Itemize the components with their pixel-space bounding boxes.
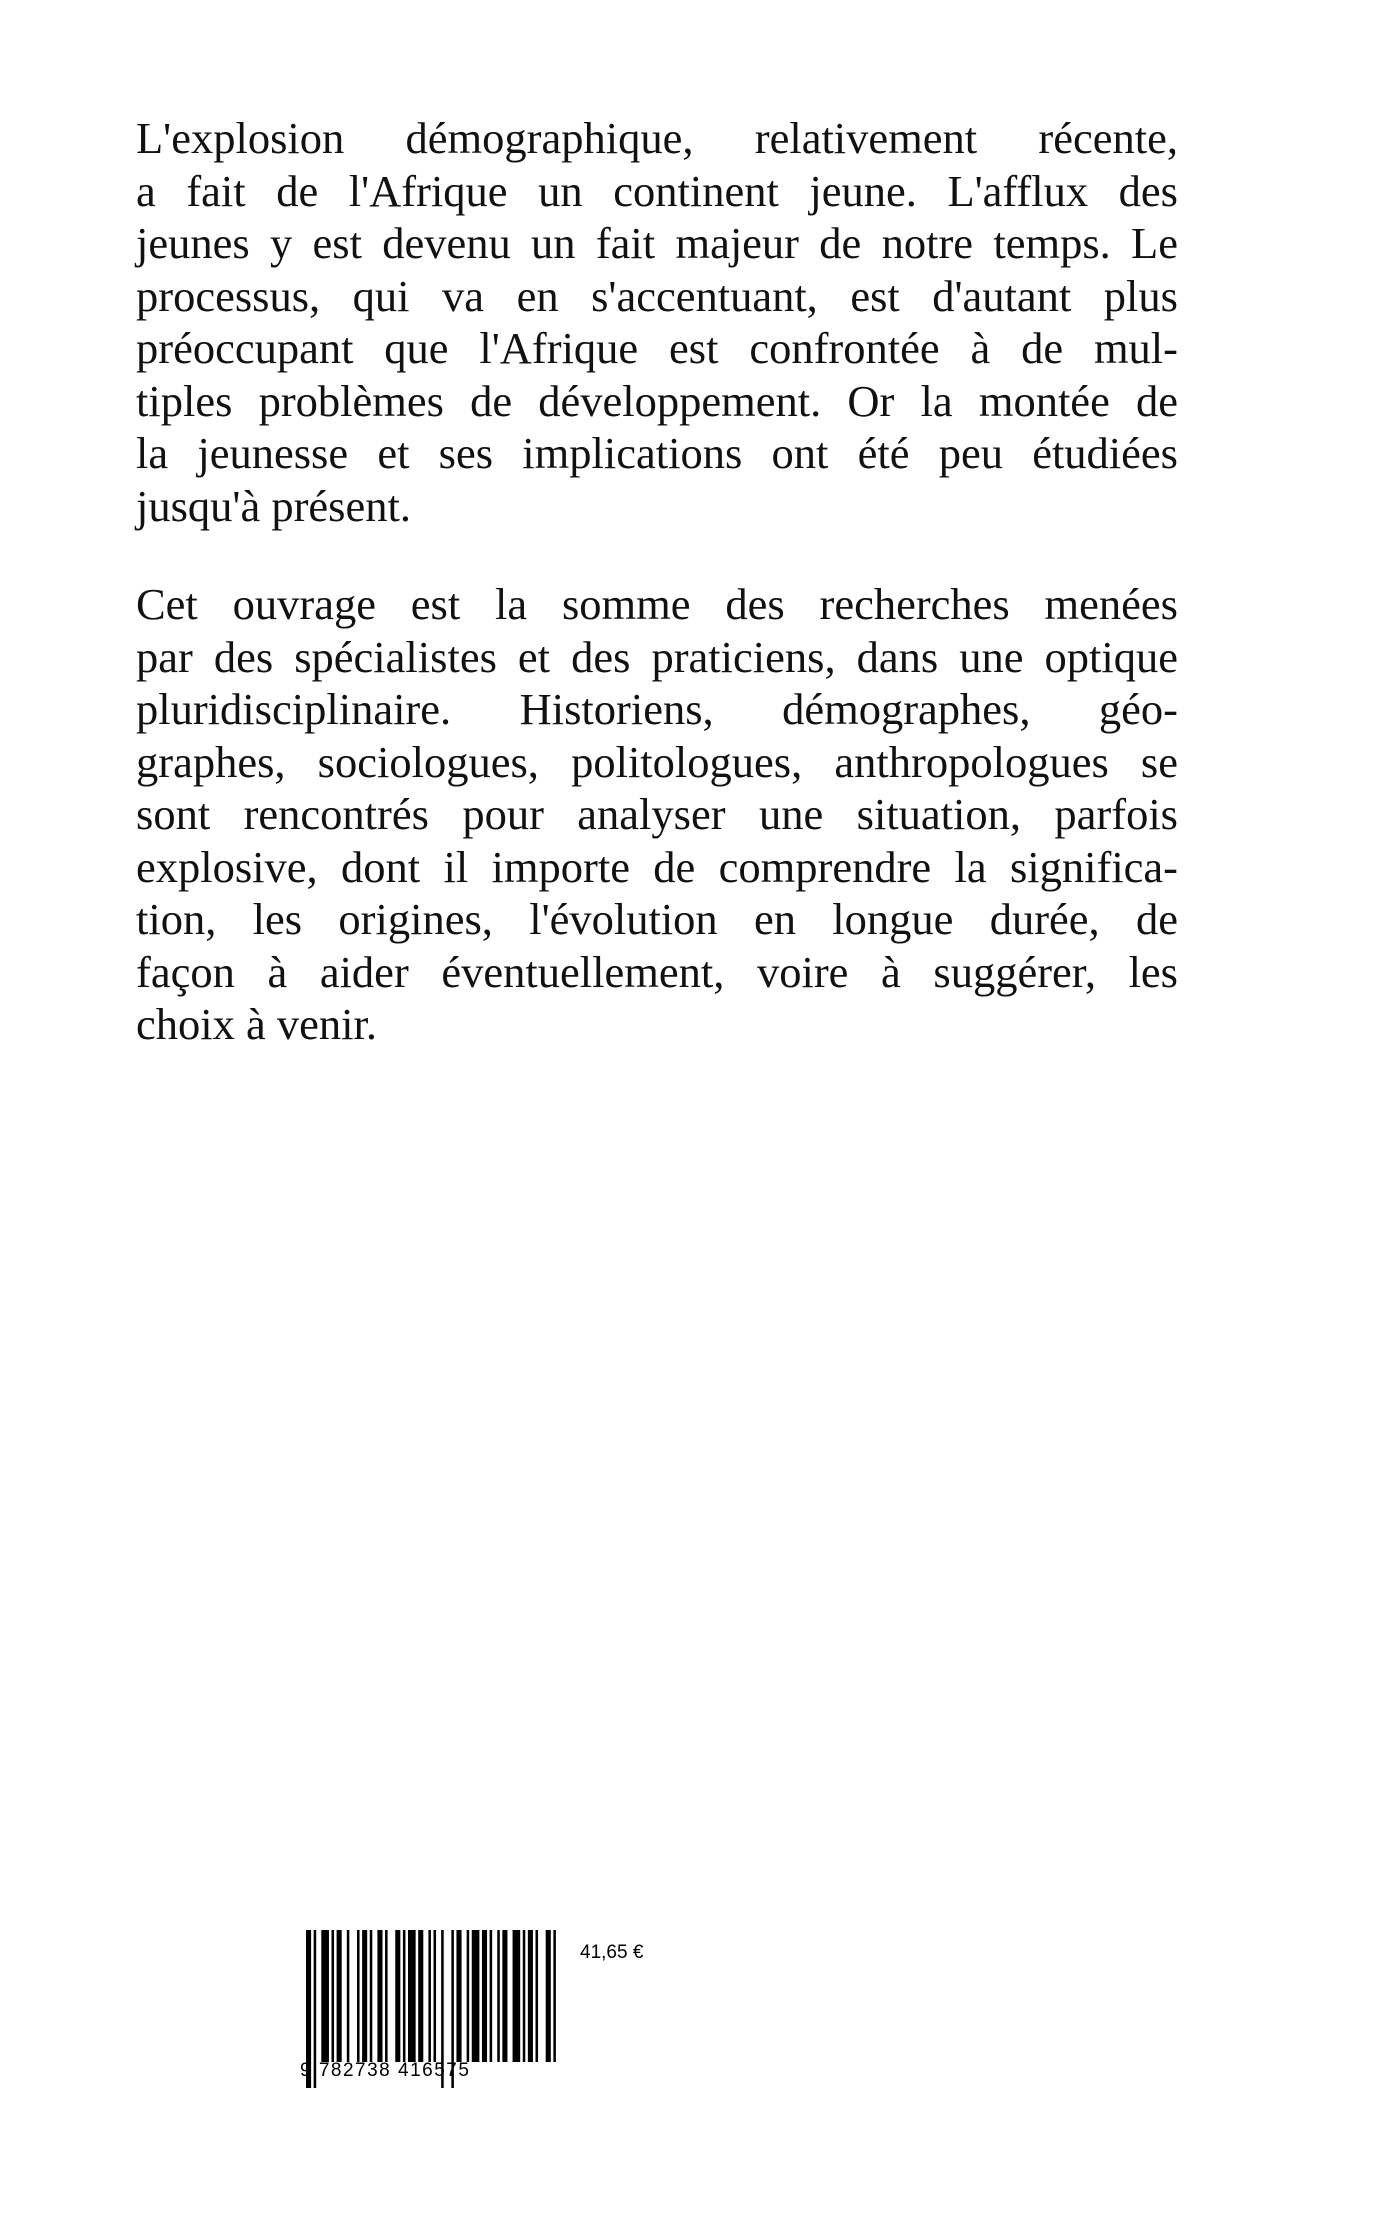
text-line: jeunes y est devenu un fait majeur de notre temps. Le xyxy=(136,218,1178,268)
barcode-bar xyxy=(467,1930,470,2062)
barcode-bar xyxy=(357,1930,360,2062)
text-line: jusqu'à présent. xyxy=(136,480,411,531)
barcode-bar xyxy=(321,1930,329,2062)
barcode-bar xyxy=(472,1930,480,2062)
barcode-bar xyxy=(528,1930,533,2062)
barcode-bar xyxy=(370,1930,373,2062)
text-line: façon à aider éventuellement, voire à suggérer, les xyxy=(136,946,1178,997)
barcode-bar xyxy=(347,1930,350,2062)
barcode-bar xyxy=(553,1930,556,2062)
barcode-bar xyxy=(332,1930,335,2062)
barcode-bar xyxy=(403,1930,406,2062)
barcode-bar xyxy=(502,1930,507,2062)
isbn-number: 9 782738 416575 xyxy=(300,2060,471,2081)
text-line: tion, les origines, l'évolution en longue durée, de xyxy=(136,894,1178,944)
barcode-bar xyxy=(523,1930,526,2062)
barcode-bar xyxy=(337,1930,342,2062)
barcode-bar xyxy=(377,1930,382,2062)
barcode-bar xyxy=(408,1930,416,2062)
text-line: explosive, dont il importe de comprendre la significa- xyxy=(136,841,1178,892)
isbn-barcode xyxy=(300,1930,590,2090)
paragraph-intro xyxy=(136,112,1178,532)
barcode-bar xyxy=(418,1930,423,2062)
text-line: a fait de l'Afrique un continent jeune. L'afflux des xyxy=(136,165,1178,216)
barcode-bar xyxy=(513,1930,521,2062)
text-line: pluridisciplinaire. Historiens, démographes, géo- xyxy=(136,684,1178,734)
barcode-bar xyxy=(395,1930,400,2062)
text-line: sont rencontrés pour analyser une situation, parfois xyxy=(136,789,1178,839)
barcode-bar xyxy=(456,1930,461,2062)
barcode-bar xyxy=(546,1930,551,2062)
barcode-bar xyxy=(362,1930,367,2062)
text-line: Cet ouvrage est la somme des recherches menées xyxy=(136,579,1178,629)
text-line: préoccupant que l'Afrique est confrontée à de mul- xyxy=(136,323,1178,373)
text-line: choix à venir. xyxy=(136,999,377,1049)
barcode-bar xyxy=(434,1930,437,2062)
price-label: 41,65 € xyxy=(580,1942,644,1963)
text-line: graphes, sociologues, politologues, anthropologues se xyxy=(136,736,1178,787)
text-line: processus, qui va en s'accentuant, est d'autant plus xyxy=(136,270,1178,321)
barcode-bar xyxy=(536,1930,539,2062)
text-line: L'explosion démographique, relativement récente, xyxy=(136,113,1178,163)
text-line: la jeunesse et ses implications ont été peu étudiées xyxy=(136,428,1178,478)
barcode-bar xyxy=(385,1930,388,2062)
barcode-bar xyxy=(482,1930,487,2062)
paragraph-summary xyxy=(136,578,1178,1051)
barcode-bar xyxy=(428,1930,431,2062)
barcode-bar xyxy=(497,1930,500,2062)
text-line: tiples problèmes de développement. Or la montée de xyxy=(136,375,1178,426)
barcode-bar xyxy=(490,1930,493,2062)
text-line: par des spécialistes et des praticiens, dans une optique xyxy=(136,631,1178,682)
